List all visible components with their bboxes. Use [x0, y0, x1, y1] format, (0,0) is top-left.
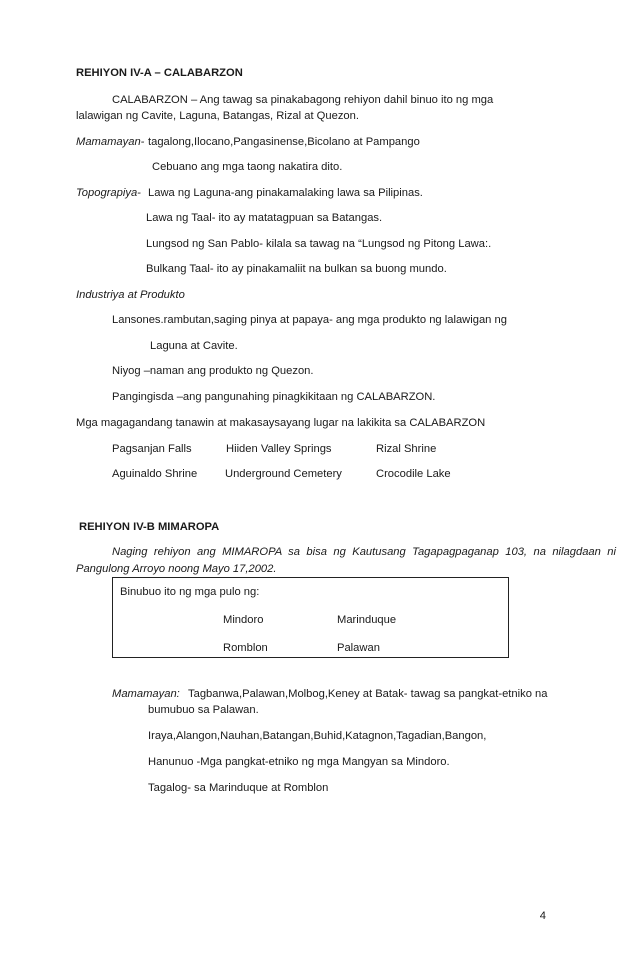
industriya-text-2: Laguna at Cavite.	[150, 340, 238, 352]
place-hidden-valley-springs: Hiiden Valley Springs	[226, 443, 332, 455]
industriya-text-4: Pangingisda –ang pangunahing pinagkikitaan ng CALABARZON.	[112, 391, 436, 403]
place-pagsanjan-falls: Pagsanjan Falls	[112, 443, 192, 455]
place-rizal-shrine: Rizal Shrine	[376, 443, 437, 455]
industriya-label: Industriya at Produkto	[76, 289, 185, 301]
section-b-intro: Naging rehiyon ang MIMAROPA sa bisa ng Kautusang Tagapagpaganap 103, na nilagdaan ni Pangulong Arroyo noong Mayo 17,2002.	[76, 546, 616, 575]
topograpiya-text-4: Bulkang Taal- ito ay pinakamaliit na bulkan sa buong mundo.	[146, 263, 447, 275]
islands-box-title: Binubuo ito ng mga pulo ng:	[120, 586, 260, 598]
section-b-heading: REHIYON IV-B MIMAROPA	[79, 521, 220, 533]
mimaropa-mamamayan-label: Mamamayan:	[112, 688, 180, 700]
topograpiya-label: Topograpiya-	[76, 187, 141, 199]
mamamayan-text-2: Cebuano ang mga taong nakatira dito.	[152, 161, 343, 173]
mamamayan-text-1: tagalong,Ilocano,Pangasinense,Bicolano at Pampango	[148, 136, 420, 148]
place-aguinaldo-shrine: Aguinaldo Shrine	[112, 468, 198, 480]
place-underground-cemetery: Underground Cemetery	[225, 468, 342, 480]
place-crocodile-lake: Crocodile Lake	[376, 468, 451, 480]
section-a-intro-line1: CALABARZON – Ang tawag sa pinakabagong rehiyon dahil binuo ito ng mga	[112, 94, 494, 106]
island-palawan: Palawan	[337, 642, 380, 654]
industriya-text-3: Niyog –naman ang produkto ng Quezon.	[112, 365, 314, 377]
island-romblon: Romblon	[223, 642, 268, 654]
topograpiya-text-3: Lungsod ng San Pablo- kilala sa tawag na “Lungsod ng Pitong Lawa:.	[146, 238, 492, 250]
island-mindoro: Mindoro	[223, 614, 264, 626]
mimaropa-mamamayan-text-1: Tagbanwa,Palawan,Molbog,Keney at Batak- tawag sa pangkat-etniko na	[188, 688, 548, 700]
page-number: 4	[539, 910, 546, 922]
topograpiya-text-2: Lawa ng Taal- ito ay matatagpuan sa Batangas.	[146, 212, 383, 224]
mimaropa-text-3: Iraya,Alangon,Nauhan,Batangan,Buhid,Katagnon,Tagadian,Bangon,	[148, 730, 487, 742]
mimaropa-text-4: Hanunuo -Mga pangkat-etniko ng mga Mangyan sa Mindoro.	[148, 756, 450, 768]
tanawin-line: Mga magagandang tanawin at makasaysayang lugar na lakikita sa CALABARZON	[76, 417, 486, 429]
section-a-intro-line2: lalawigan ng Cavite, Laguna, Batangas, Rizal at Quezon.	[76, 110, 359, 122]
mimaropa-mamamayan-text-2: bumubuo sa Palawan.	[148, 704, 259, 716]
mamamayan-label: Mamamayan-	[76, 136, 145, 148]
mimaropa-text-5: Tagalog- sa Marinduque at Romblon	[148, 782, 329, 794]
island-marinduque: Marinduque	[337, 614, 397, 626]
islands-box	[112, 577, 509, 658]
industriya-text-1: Lansones.rambutan,saging pinya at papaya- ang mga produkto ng lalawigan ng	[112, 314, 507, 326]
section-a-heading: REHIYON IV-A – CALABARZON	[76, 67, 243, 79]
topograpiya-text-1: Lawa ng Laguna-ang pinakamalaking lawa sa Pilipinas.	[148, 187, 423, 199]
